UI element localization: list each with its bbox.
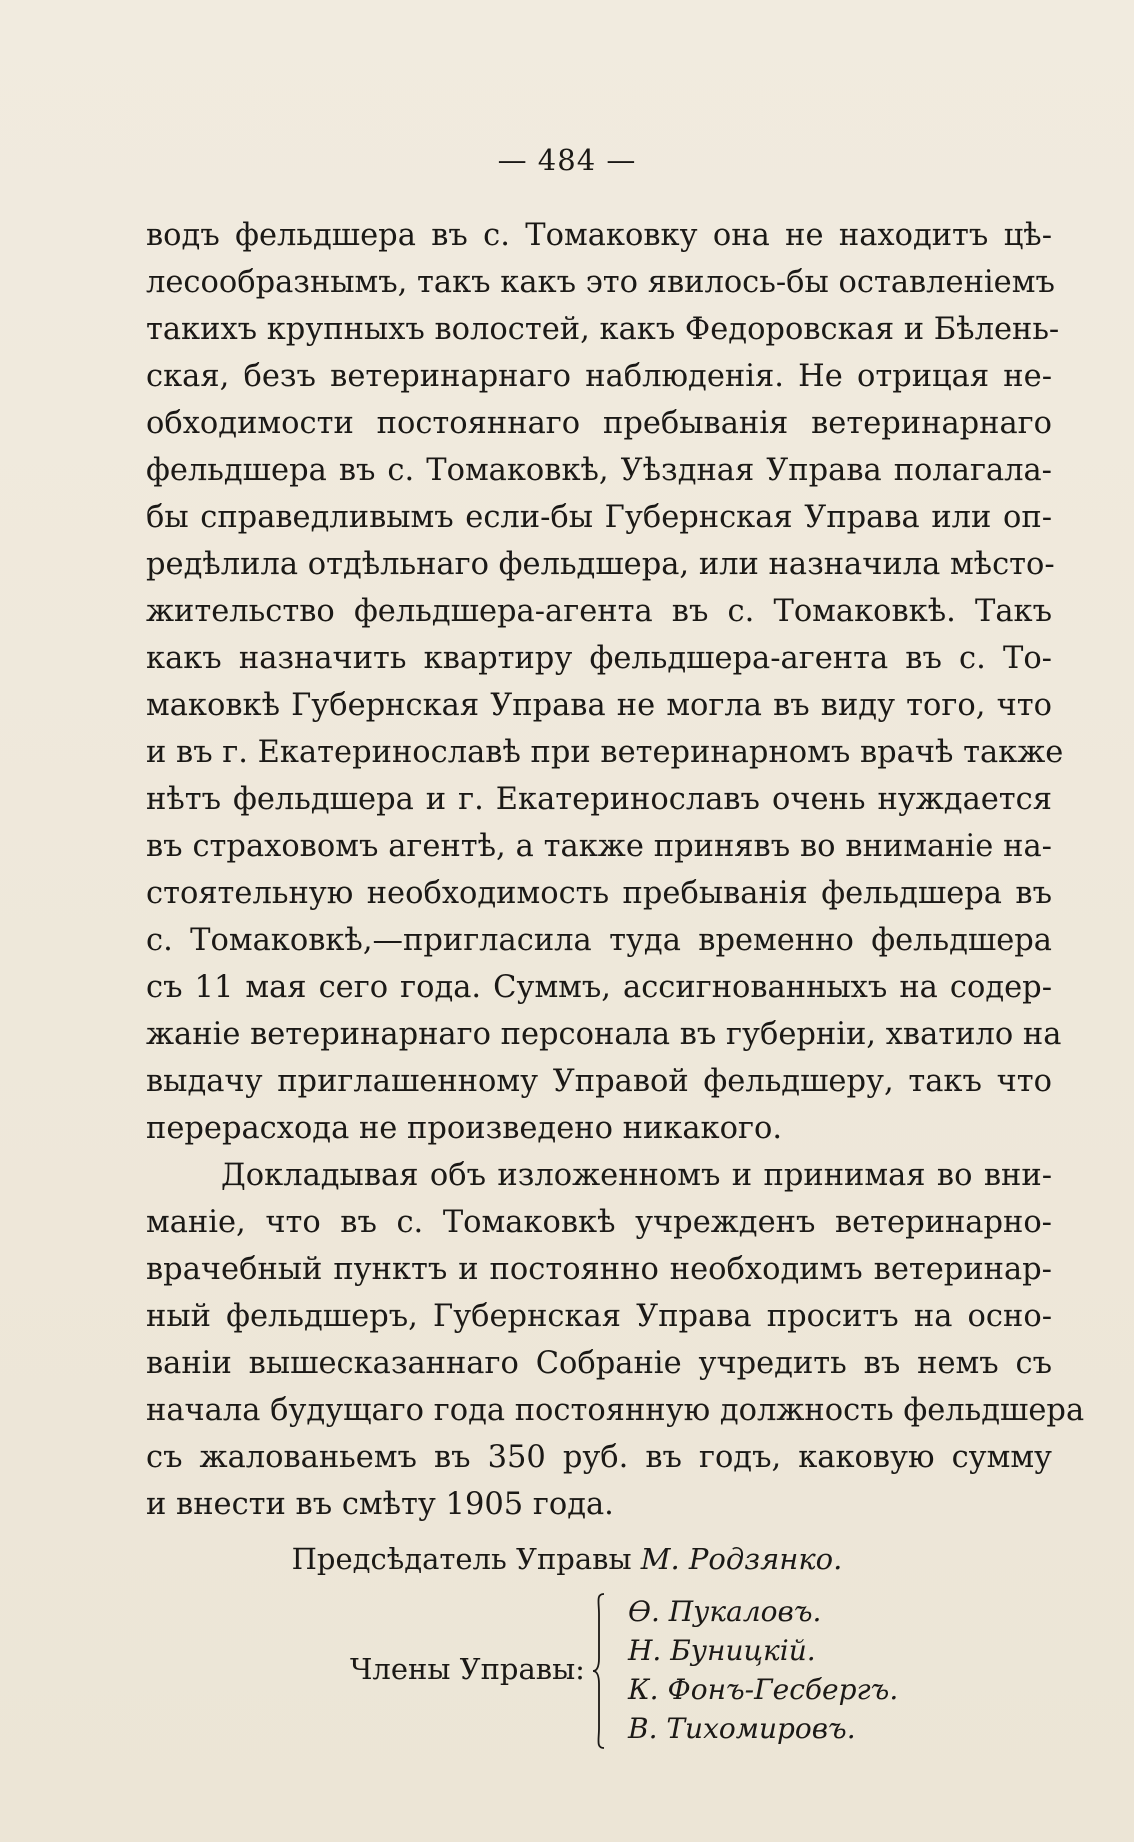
- chairman-label: Предсѣдатель Управы: [291, 1542, 632, 1576]
- page-number: — 484 —: [497, 143, 637, 177]
- text-line: стоятельную необходимость пребыванія фельдшера въ: [146, 876, 1052, 911]
- text-line: выдачу приглашенному Управой фельдшеру, такъ что: [146, 1064, 1052, 1099]
- member-name: Ѳ. Пукаловъ.: [628, 1595, 822, 1628]
- member-name: В. Тихомировъ.: [628, 1712, 856, 1745]
- text-line: маніе, что въ с. Томаковкѣ учрежденъ ветеринарно-: [146, 1205, 1052, 1240]
- text-line: съ жалованьемъ въ 350 руб. въ годъ, каковую сумму: [146, 1440, 1052, 1475]
- text-line: обходимости постояннаго пребыванія ветеринарнаго: [146, 406, 1052, 441]
- body-text: [146, 212, 1085, 1528]
- paragraph-1: [146, 212, 1064, 1152]
- text-line: водъ фельдшера въ с. Томаковку она не находитъ цѣ-: [146, 218, 1052, 253]
- text-line: жительство фельдшера-агента въ с. Томаковкѣ. Такъ: [146, 594, 1052, 629]
- member-name: К. Фонъ-Гесбергъ.: [628, 1673, 899, 1706]
- members-list: [628, 1592, 898, 1748]
- text-line: Докладывая объ изложенномъ и принимая во вни-: [221, 1158, 1052, 1193]
- text-line: ный фельдшеръ, Губернская Управа проситъ на осно-: [146, 1299, 1052, 1334]
- text-line: какъ назначить квартиру фельдшера-агента въ с. То-: [146, 641, 1052, 676]
- text-line: перерасхода не произведено никакого.: [146, 1111, 783, 1146]
- text-line: въ страховомъ агентѣ, а также принявъ во вниманіе на-: [146, 829, 1052, 864]
- text-line: ская, безъ ветеринарнаго наблюденія. Не отрицая не-: [146, 359, 1052, 394]
- members-label: Члены Управы:: [350, 1652, 585, 1686]
- text-line: бы справедливымъ если-бы Губернская Управа или оп-: [146, 500, 1052, 535]
- text-line: врачебный пунктъ и постоянно необходимъ ветеринар-: [146, 1252, 1052, 1287]
- text-line: жаніе ветеринарнаго персонала въ губерніи, хватило на: [146, 1017, 1062, 1052]
- text-line: нѣтъ фельдшера и г. Екатеринославъ очень нуждается: [146, 782, 1052, 817]
- chairman-signature-line: [0, 1542, 1134, 1576]
- text-line: начала будущаго года постоянную должность фельдшера: [146, 1393, 1085, 1428]
- text-line: лесообразнымъ, такъ какъ это явилось-бы оставленіемъ: [146, 265, 1055, 300]
- text-line: и въ г. Екатеринославѣ при ветеринарномъ врачѣ также: [146, 735, 1064, 770]
- text-line: съ 11 мая сего года. Суммъ, ассигнованныхъ на содер-: [146, 970, 1052, 1005]
- text-line: и внести въ смѣту 1905 года.: [146, 1487, 614, 1522]
- text-line: такихъ крупныхъ волостей, какъ Федоровская и Бѣлень-: [146, 312, 1060, 347]
- text-line: редѣлила отдѣльнаго фельдшера, или назначила мѣсто-: [146, 547, 1055, 582]
- chairman-signature: М. Родзянко.: [640, 1542, 843, 1576]
- text-line: маковкѣ Губернская Управа не могла въ виду того, что: [146, 688, 1052, 723]
- curly-brace-icon: [592, 1592, 606, 1750]
- paragraph-2: [146, 1152, 1085, 1528]
- member-name: Н. Буницкій.: [628, 1634, 816, 1667]
- text-line: фельдшера въ с. Томаковкѣ, Уѣздная Управа полагала-: [146, 453, 1052, 488]
- text-line: ваніи вышесказаннаго Собраніе учредить въ немъ съ: [146, 1346, 1052, 1381]
- text-line: с. Томаковкѣ,—пригласила туда временно фельдшера: [146, 923, 1052, 958]
